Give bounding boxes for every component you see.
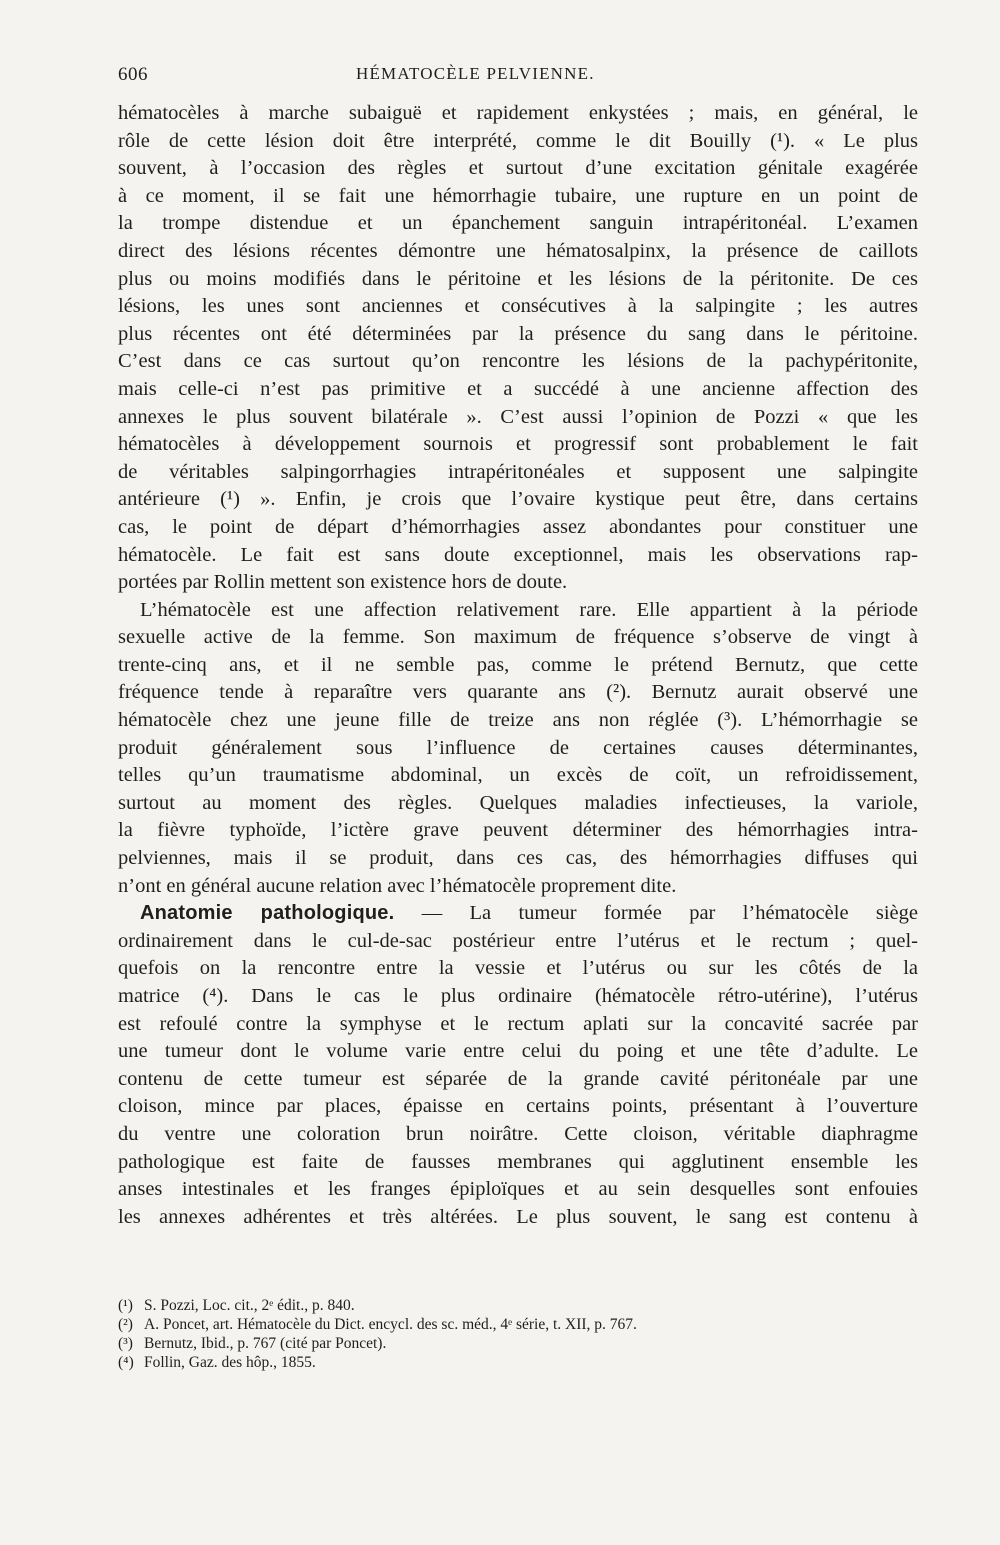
footnote — [118, 1296, 918, 1315]
text-line: rôle de cette lésion doit être interprété, comme le dit Bouilly (¹). « Le plus — [118, 129, 918, 152]
text-line: antérieure (¹) ». Enfin, je crois que l’ovaire kystique peut être, dans certains — [118, 488, 918, 511]
text-line: n’ont en général aucune relation avec l’hématocèle proprement dite. — [118, 874, 677, 897]
text-line: annexes le plus souvent bilatérale ». C’est aussi l’opinion de Pozzi « que les — [118, 405, 918, 428]
text-line: cloison, mince par places, épaisse en certains points, présentant à l’ouverture — [118, 1095, 918, 1118]
text-line: C’est dans ce cas surtout qu’on rencontre les lésions de la pachypéritonite, — [118, 350, 918, 373]
text-line — [118, 900, 918, 928]
text-line: de véritables salpingorrhagies intrapéritonéales et supposent une salpingite — [118, 460, 918, 483]
text-line: portées par Rollin mettent son existence hors de doute. — [118, 571, 568, 594]
footnote-text: Follin, Gaz. des hôp., 1855. — [144, 1354, 316, 1371]
footnote — [118, 1334, 918, 1353]
text-line: du ventre une coloration brun noirâtre. Cette cloison, véritable diaphragme — [118, 1122, 918, 1145]
body-text — [118, 100, 918, 1231]
text-line: telles qu’un traumatisme abdominal, un excès de coït, un refroidissement, — [118, 764, 918, 787]
text-line: lésions, les unes sont anciennes et consécutives à la salpingite ; les autres — [118, 295, 918, 318]
running-head — [118, 64, 918, 90]
footnote-marker: (³) — [118, 1335, 133, 1352]
text-line: L’hématocèle est une affection relativement rare. Elle appartient à la période — [140, 598, 918, 621]
text-line: pathologique est faite de fausses membranes qui agglutinent ensemble les — [118, 1150, 918, 1173]
text-line: fréquence tende à reparaître vers quarante ans (²). Bernutz aurait observé une — [118, 681, 918, 704]
footnote-text: A. Poncet, art. Hématocèle du Dict. encycl. des sc. méd., 4ᵉ série, t. XII, p. 767. — [144, 1316, 637, 1333]
text-line: cas, le point de départ d’hémorrhagies assez abondantes pour constituer une — [118, 515, 918, 538]
footnote-marker: (²) — [118, 1316, 133, 1333]
text-line: la trompe distendue et un épanchement sanguin intrapéritonéal. L’examen — [118, 212, 918, 235]
text-line: une tumeur dont le volume varie entre celui du poing et une tête d’adulte. Le — [118, 1040, 918, 1063]
text-line: pelviennes, mais il se produit, dans ces cas, des hémorrhagies diffuses qui — [118, 847, 918, 870]
footnote-text: Bernutz, Ibid., p. 767 (cité par Poncet). — [144, 1335, 387, 1352]
text-line: sexuelle active de la femme. Son maximum de fréquence s’observe de vingt à — [118, 626, 918, 649]
text-line: direct des lésions récentes démontre une hématosalpinx, la présence de caillots — [118, 239, 918, 262]
section-first-line: — La tumeur formée par l’hématocèle siège — [394, 902, 918, 925]
footnote — [118, 1353, 918, 1372]
text-line: hématocèles à marche subaiguë et rapidement enkystées ; mais, en général, le — [118, 102, 918, 124]
text-line: matrice (⁴). Dans le cas le plus ordinaire (hématocèle rétro-utérine), l’utérus — [118, 985, 918, 1007]
text-line: trente-cinq ans, et il ne semble pas, comme le prétend Bernutz, que cette — [118, 653, 918, 676]
text-line: contenu de cette tumeur est séparée de la grande cavité péritonéale par une — [118, 1067, 918, 1090]
page-number: 606 — [118, 64, 148, 85]
text-line: plus ou moins modifiés dans le péritoine et les lésions de la péritonite. De ces — [118, 267, 918, 290]
text-line: ordinairement dans le cul-de-sac postérieur entre l’utérus et le rectum ; quel- — [118, 929, 918, 952]
footnote-marker: (¹) — [118, 1297, 133, 1314]
paragraph-2 — [118, 597, 918, 901]
section-anatomie — [118, 900, 918, 1231]
text-line: est refoulé contre la symphyse et le rectum aplati sur la concavité sacrée par — [118, 1012, 918, 1035]
section-heading: Anatomie pathologique. — [140, 902, 395, 925]
text-line: produit généralement sous l’influence de certaines causes déterminantes, — [118, 736, 918, 759]
footnote — [118, 1315, 918, 1334]
text-line: plus récentes ont été déterminées par la présence du sang dans le péritoine. — [118, 322, 918, 345]
footnote-text: S. Pozzi, Loc. cit., 2ᵉ édit., p. 840. — [144, 1297, 355, 1314]
text-line: hématocèles à développement sournois et progressif sont probablement le fait — [118, 433, 918, 456]
running-title: HÉMATOCÈLE PELVIENNE. — [356, 64, 595, 83]
text-line: surtout au moment des règles. Quelques maladies infectieuses, la variole, — [118, 791, 918, 814]
footnotes — [118, 1296, 918, 1372]
text-line: à ce moment, il se fait une hémorrhagie tubaire, une rupture en un point de — [118, 184, 918, 207]
text-line: mais celle-ci n’est pas primitive et a succédé à une ancienne affection des — [118, 377, 918, 400]
text-line: la fièvre typhoïde, l’ictère grave peuvent déterminer des hémorrhagies intra- — [118, 819, 918, 842]
text-line: les annexes adhérentes et très altérées. Le plus souvent, le sang est contenu à — [118, 1205, 918, 1228]
text-line: souvent, à l’occasion des règles et surtout d’une excitation génitale exagérée — [118, 157, 918, 180]
text-line: quefois on la rencontre entre la vessie et l’utérus ou sur les côtés de la — [118, 957, 918, 980]
footnote-marker: (⁴) — [118, 1354, 134, 1371]
text-line: hématocèle. Le fait est sans doute exceptionnel, mais les observations rap- — [118, 543, 918, 566]
text-line: anses intestinales et les franges épiploïques et au sein desquelles sont enfouies — [118, 1178, 918, 1201]
text-line: hématocèle chez une jeune fille de treize ans non réglée (³). L’hémorrhagie se — [118, 709, 918, 732]
paragraph-1 — [118, 100, 918, 597]
